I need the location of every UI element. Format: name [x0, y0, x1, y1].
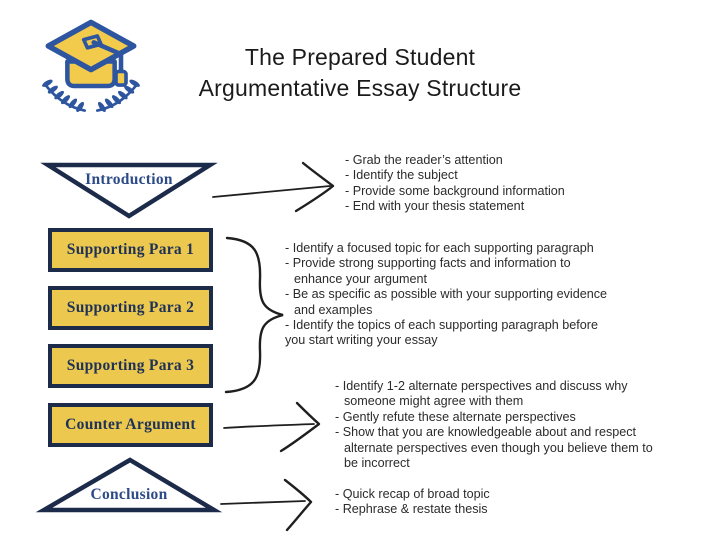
bullet-line: - Identify the topics of each supporting paragraph before: [285, 318, 598, 333]
bullet-line: - Show that you are knowledgeable about and respect: [335, 425, 637, 440]
bullet-line: - Grab the reader’s attention: [345, 153, 503, 167]
node-label-counter-argument: Counter Argument: [65, 416, 196, 433]
node-supporting-para-2: [48, 286, 213, 330]
bullet-line: - End with your thesis statement: [345, 199, 525, 214]
bullet-line: and examples: [294, 302, 373, 317]
notes-supporting: [285, 241, 685, 349]
node-introduction: [44, 162, 214, 220]
bullet-line: be incorrect: [344, 456, 410, 471]
bullet-line: - Provide some background information: [345, 183, 565, 198]
bullet-line: - Rephrase & restate thesis: [335, 502, 488, 517]
node-conclusion: [38, 455, 220, 515]
brace-supporting-paragraphs: [226, 238, 283, 392]
bullet-line: alternate perspectives even though you believe them to: [344, 440, 653, 455]
title-line-2: Argumentative Essay Structure: [198, 75, 522, 101]
arrow-counter-argument-head: [281, 403, 319, 451]
node-label-conclusion: Conclusion: [90, 486, 168, 503]
bullet-line: someone might agree with them: [344, 394, 524, 409]
bullet-line: enhance your argument: [294, 271, 428, 286]
bullet-line: - Gently refute these alternate perspectives: [335, 409, 576, 424]
node-supporting-para-1: [48, 228, 213, 272]
bullet-line: - Be as specific as possible with your supporting evidence: [285, 287, 608, 302]
bullet-line: - Provide strong supporting facts and information to: [285, 256, 571, 271]
node-label-introduction: Introduction: [85, 171, 173, 188]
notes-counter-argument: [335, 379, 705, 471]
bullet-line: - Quick recap of broad topic: [335, 487, 490, 501]
bullet-line: you start writing your essay: [285, 333, 438, 348]
notes-introduction: [345, 153, 625, 215]
node-supporting-para-3: [48, 344, 213, 388]
node-counter-argument: [48, 403, 213, 447]
node-label-supporting-para-3: Supporting Para 3: [66, 357, 195, 374]
arrow-conclusion-head: [285, 480, 311, 530]
arrow-conclusion: [221, 501, 305, 504]
bullet-line: - Identify a focused topic for each supporting paragraph: [285, 241, 594, 255]
title-line-1: The Prepared Student: [244, 44, 476, 70]
arrow-introduction: [213, 186, 330, 197]
bullet-line: - Identify 1-2 alternate perspectives and discuss why: [335, 379, 628, 393]
node-label-supporting-para-2: Supporting Para 2: [66, 299, 195, 316]
arrow-counter-argument: [224, 424, 314, 428]
node-label-supporting-para-1: Supporting Para 1: [66, 241, 195, 258]
bullet-line: - Identify the subject: [345, 168, 458, 183]
notes-conclusion: [335, 487, 615, 518]
